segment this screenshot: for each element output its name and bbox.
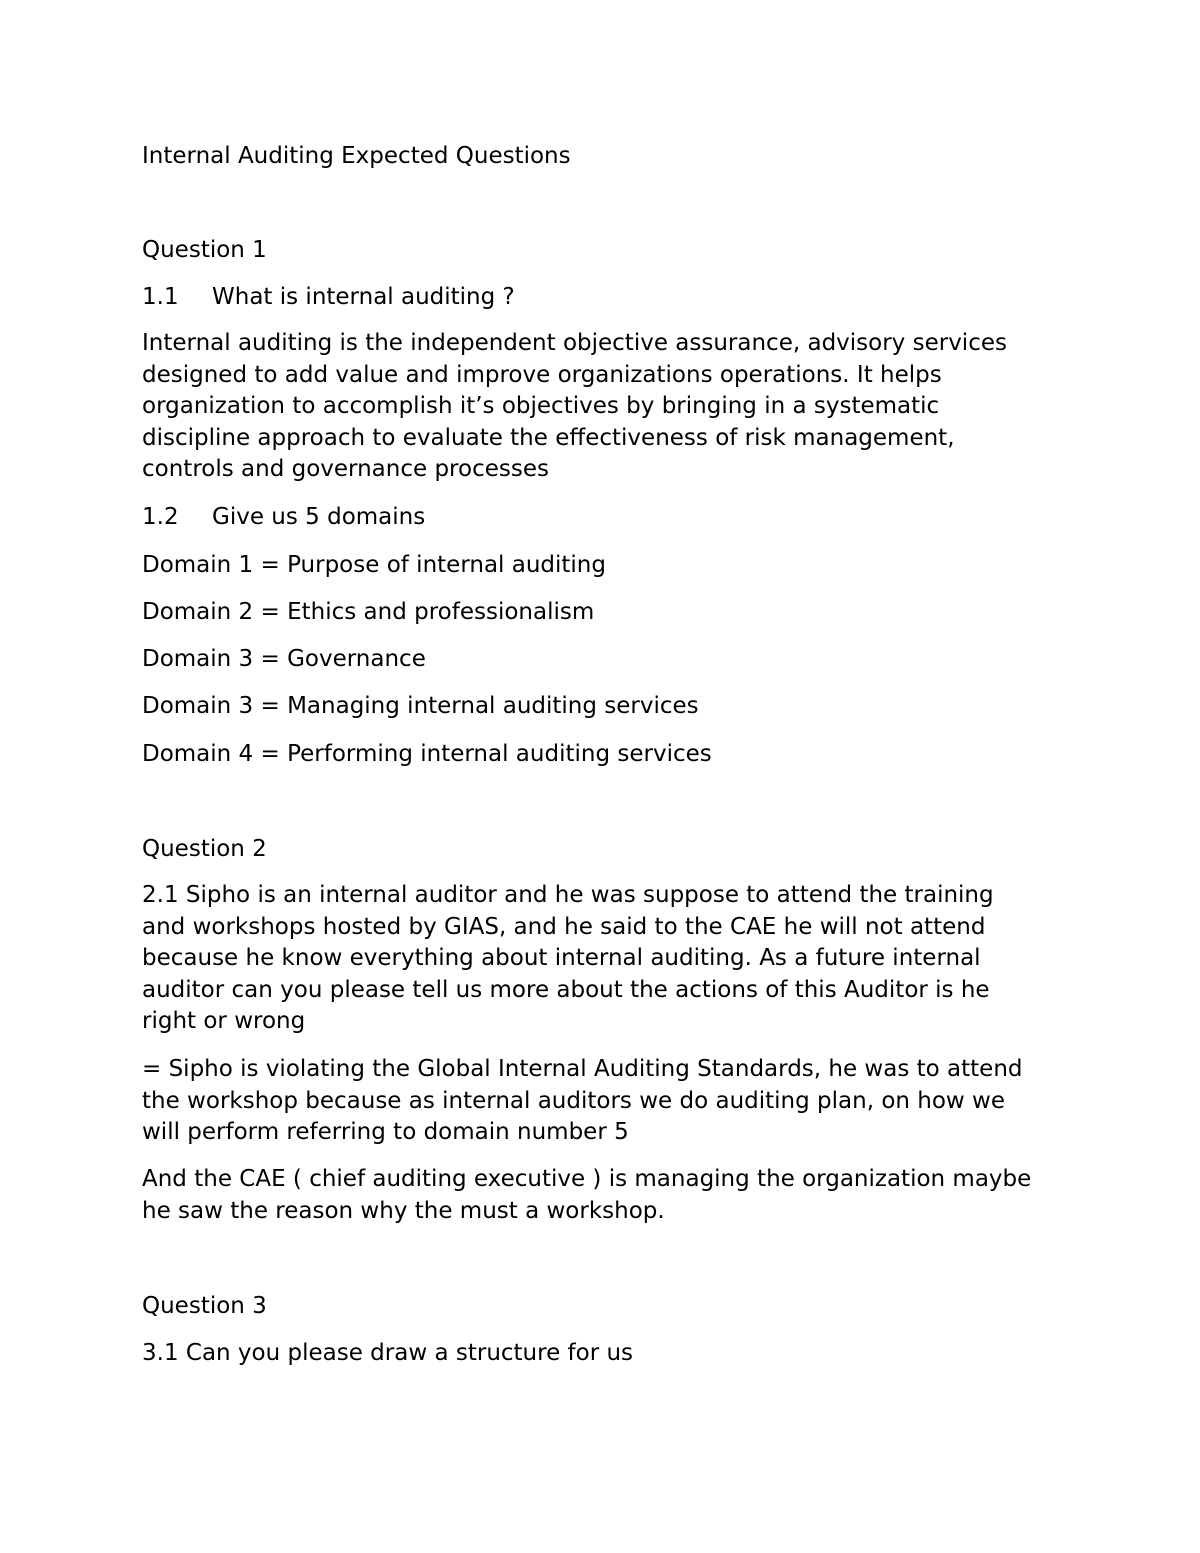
question-2-heading: Question 2: [142, 836, 267, 862]
domain-item: Domain 2 = Ethics and professionalism: [142, 599, 595, 625]
question-text: Give us 5 domains: [212, 504, 426, 530]
answer-line: = Sipho is violating the Global Internal Auditing Standards, he was to attend: [142, 1056, 1023, 1082]
answer-line: discipline approach to evaluate the effectiveness of risk management,: [142, 424, 955, 451]
answer-line: organization to accomplish it’s objectives by bringing in a systematic: [142, 393, 940, 419]
answer-line: will perform referring to domain number 5: [142, 1119, 629, 1145]
question-line: right or wrong: [142, 1008, 306, 1034]
answer-line: controls and governance processes: [142, 456, 549, 482]
question-3-1: 3.1 Can you please draw a structure for us: [142, 1340, 634, 1366]
question-2-1: [142, 880, 1062, 1038]
answer-line: he saw the reason why the must a workshop.: [142, 1197, 665, 1224]
answer-line: the workshop because as internal auditors we do auditing plan, on how we: [142, 1087, 1006, 1114]
document-title: Internal Auditing Expected Questions: [142, 143, 571, 169]
question-number: 1.2: [142, 504, 179, 530]
question-1-2: [142, 502, 425, 534]
question-1-heading: Question 1: [142, 237, 267, 263]
answer-line: Internal auditing is the independent objective assurance, advisory services: [142, 330, 1007, 356]
answer-line: And the CAE ( chief auditing executive ) is managing the organization maybe: [142, 1166, 1032, 1192]
question-line: auditor can you please tell us more about the actions of this Auditor is he: [142, 976, 990, 1003]
domain-item: Domain 4 = Performing internal auditing services: [142, 741, 712, 767]
answer-2-1-part-a: [142, 1054, 1062, 1149]
question-1-1: [142, 282, 515, 314]
question-line: because he know everything about internal auditing. As a future internal: [142, 945, 981, 971]
domain-item: Domain 1 = Purpose of internal auditing: [142, 552, 606, 578]
answer-line: designed to add value and improve organizations operations. It helps: [142, 361, 942, 388]
domain-item: Domain 3 = Managing internal auditing services: [142, 693, 699, 719]
answer-2-1-part-b: [142, 1164, 1062, 1227]
question-number: 1.1: [142, 284, 179, 310]
question-line: and workshops hosted by GIAS, and he said to the CAE he will not attend: [142, 913, 986, 940]
question-text: What is internal auditing ?: [212, 284, 515, 310]
answer-1-1: [142, 328, 1062, 486]
domain-item: Domain 3 = Governance: [142, 646, 426, 672]
question-3-heading: Question 3: [142, 1293, 267, 1319]
question-line: 2.1 Sipho is an internal auditor and he was suppose to attend the training: [142, 882, 994, 908]
